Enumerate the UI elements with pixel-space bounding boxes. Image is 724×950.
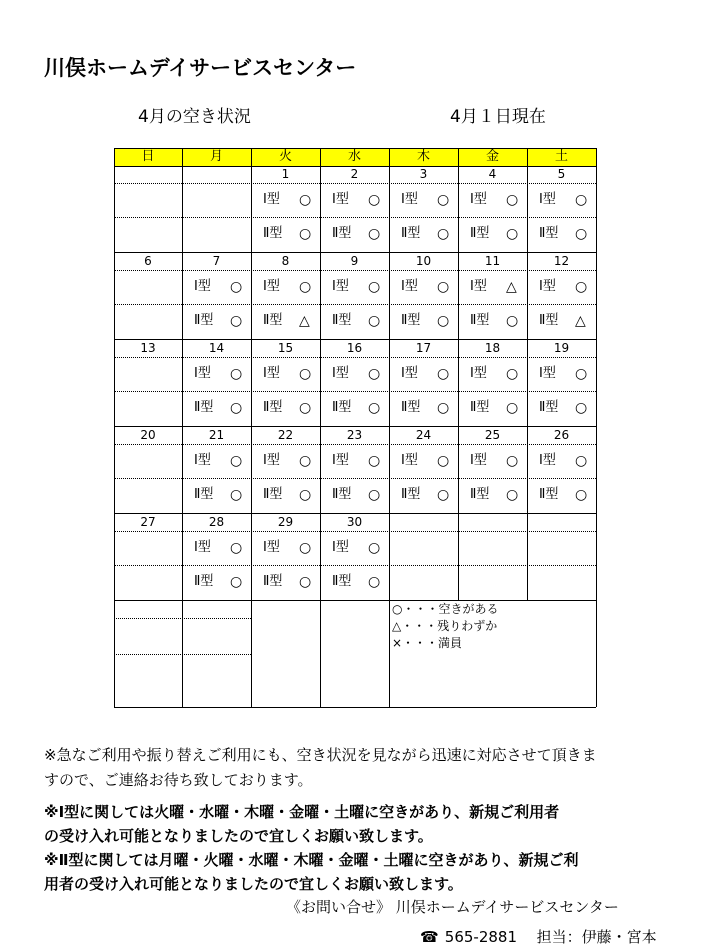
slot-type-label: Ⅱ型 [194,400,214,415]
slot-type-label: Ⅱ型 [263,313,283,328]
availability-mark: ○ [230,313,243,329]
availability-mark: ○ [230,366,243,382]
type1-slot [458,357,527,391]
type2-slot [527,391,596,425]
type2-slot [320,565,389,599]
availability-mark: ○ [368,400,381,416]
day-number: 22 [277,428,294,442]
slot-type-label: Ⅱ型 [194,313,214,328]
slot-type-label: Ⅰ型 [539,192,556,207]
slot-type-label: Ⅱ型 [332,400,352,415]
type1-slot [182,444,251,478]
availability-mark: ○ [230,453,243,469]
grid-line [596,148,597,707]
grid-line [114,600,596,601]
grid-line [114,339,596,340]
type1-slot [320,183,389,217]
type2-slot [251,391,320,425]
day-number: 4 [488,167,497,181]
contact-heading: 《お問い合せ》 川俣ホームデイサービスセンター [286,898,619,916]
legend-item: △・・・残りわずか [392,619,498,633]
calendar-subtitle: 4月の空き状況 [138,107,251,127]
day-number: 12 [553,254,570,268]
availability-mark: △ [575,313,586,329]
grid-line [389,148,390,707]
day-number: 9 [350,254,359,268]
slot-type-label: Ⅱ型 [263,400,283,415]
type1-slot [389,270,458,304]
day-number: 29 [277,515,294,529]
availability-mark: ○ [299,540,312,556]
availability-mark: ○ [299,574,312,590]
availability-mark: ○ [575,226,588,242]
availability-mark: ○ [437,192,450,208]
day-number [458,514,527,531]
availability-mark: ○ [506,400,519,416]
type1-slot [389,357,458,391]
slot-type-label: Ⅰ型 [263,192,280,207]
day-number: 26 [553,428,570,442]
day-number: 10 [415,254,432,268]
day-number: 18 [484,341,501,355]
slot-type-label: Ⅰ型 [194,366,211,381]
availability-mark: ○ [230,487,243,503]
grid-line [114,148,596,149]
grid-line [114,304,596,305]
day-number: 7 [212,254,221,268]
type2-slot [458,304,527,338]
phone-line [420,926,657,947]
availability-mark: ○ [506,226,519,242]
note-line-1: ※急なご利用や振り替えご利用にも、空き状況を見ながら迅速に対応させて頂きま [44,746,597,764]
type1-slot [182,531,251,565]
slot-type-label: Ⅱ型 [539,487,559,502]
availability-mark: ○ [299,487,312,503]
day-number: 8 [281,254,290,268]
note-line-5: ※Ⅱ型に関しては月曜・火曜・水曜・木曜・金曜・土曜に空きがあり、新規ご利 [44,851,579,869]
note-line-4: の受け入れ可能となりましたので宜しくお願い致します。 [44,827,433,845]
availability-mark: ○ [506,313,519,329]
availability-mark: ○ [575,279,588,295]
type1-slot [320,444,389,478]
slot-type-label: Ⅱ型 [332,487,352,502]
slot-type-label: Ⅰ型 [332,540,349,555]
availability-mark: ○ [506,366,519,382]
type2-slot [389,391,458,425]
availability-mark: ○ [575,400,588,416]
grid-line [114,707,596,708]
slot-type-label: Ⅱ型 [194,574,214,589]
weekday-header: 木 [416,149,430,164]
availability-mark: ○ [368,453,381,469]
type2-slot [458,391,527,425]
type2-slot [458,478,527,512]
slot-type-label: Ⅱ型 [263,574,283,589]
day-number: 27 [140,515,156,529]
day-number: 14 [208,341,225,355]
slot-type-label: Ⅰ型 [470,453,487,468]
type1-slot [251,270,320,304]
slot-type-label: Ⅰ型 [401,279,418,294]
day-number: 23 [346,428,363,442]
type1-slot [251,531,320,565]
availability-mark: ○ [368,574,381,590]
slot-type-label: Ⅱ型 [263,226,283,241]
type1-slot [320,357,389,391]
availability-mark: △ [299,313,310,329]
availability-mark: ○ [230,540,243,556]
slot-type-label: Ⅱ型 [401,313,421,328]
availability-calendar [114,148,596,707]
availability-mark: ○ [230,574,243,590]
slot-type-label: Ⅰ型 [263,366,280,381]
day-number: 20 [140,428,156,442]
type2-slot [251,304,320,338]
type1-slot [527,183,596,217]
weekday-header: 土 [554,149,568,164]
slot-type-label: Ⅱ型 [332,574,352,589]
availability-mark: ○ [368,313,381,329]
grid-line [114,444,596,445]
availability-mark: ○ [368,226,381,242]
phone-icon: ☎ [420,928,439,946]
type2-slot [320,217,389,251]
grid-line [320,148,321,707]
day-number: 21 [208,428,225,442]
legend-item: ○・・・空きがある [392,602,499,616]
day-number: 5 [557,167,566,181]
grid-line [114,565,596,566]
slot-type-label: Ⅱ型 [194,487,214,502]
slot-type-label: Ⅰ型 [332,192,349,207]
type2-slot [251,565,320,599]
grid-line [458,148,459,601]
day-number: 30 [346,515,363,529]
as-of-date: 4月１日現在 [450,107,546,127]
slot-type-label: Ⅱ型 [401,400,421,415]
slot-type-label: Ⅰ型 [194,453,211,468]
availability-mark: ○ [368,366,381,382]
legend-item: ×・・・満員 [392,636,463,650]
availability-mark: ○ [230,279,243,295]
day-number [114,166,182,183]
day-number: 15 [277,341,294,355]
day-number: 2 [350,167,359,181]
weekday-header: 金 [485,149,499,164]
slot-type-label: Ⅰ型 [470,279,487,294]
type1-slot [527,270,596,304]
type1-slot [458,270,527,304]
type2-slot [320,391,389,425]
slot-type-label: Ⅰ型 [401,366,418,381]
slot-type-label: Ⅱ型 [539,313,559,328]
grid-line [114,391,596,392]
slot-type-label: Ⅰ型 [194,540,211,555]
slot-type-label: Ⅰ型 [332,279,349,294]
slot-type-label: Ⅱ型 [470,226,490,241]
grid-line [114,531,596,532]
slot-type-label: Ⅰ型 [470,366,487,381]
page-title: 川俣ホームデイサービスセンター [44,56,357,80]
slot-type-label: Ⅱ型 [470,487,490,502]
type2-slot [320,304,389,338]
availability-mark: ○ [437,487,450,503]
slot-type-label: Ⅱ型 [263,487,283,502]
type1-slot [527,357,596,391]
grid-line [114,252,596,253]
slot-type-label: Ⅱ型 [539,400,559,415]
grid-line [182,148,183,707]
availability-mark: ○ [437,313,450,329]
slot-type-label: Ⅰ型 [332,366,349,381]
note-line-2: すので、ご連絡お待ち致しております。 [44,771,313,789]
grid-line [114,513,596,514]
type1-slot [251,183,320,217]
availability-mark: ○ [575,487,588,503]
slot-type-label: Ⅰ型 [401,453,418,468]
slot-type-label: Ⅱ型 [470,313,490,328]
availability-mark: ○ [368,279,381,295]
day-number: 13 [140,341,156,355]
grid-line [114,357,596,358]
type2-slot [527,304,596,338]
availability-mark: ○ [299,192,312,208]
availability-mark: ○ [437,279,450,295]
grid-line [114,183,596,184]
grid-line [114,270,596,271]
grid-line [114,426,596,427]
day-number: 24 [415,428,432,442]
type1-slot [527,444,596,478]
day-number [527,514,596,531]
type1-slot [389,444,458,478]
slot-type-label: Ⅰ型 [470,192,487,207]
type2-slot [389,304,458,338]
day-number [182,166,251,183]
grid-line [527,148,528,601]
slot-type-label: Ⅰ型 [194,279,211,294]
day-number: 28 [208,515,225,529]
availability-mark: ○ [230,400,243,416]
type1-slot [182,357,251,391]
availability-mark: ○ [299,400,312,416]
day-number: 11 [484,254,501,268]
slot-type-label: Ⅰ型 [263,453,280,468]
slot-type-label: Ⅱ型 [332,313,352,328]
availability-mark: ○ [437,226,450,242]
type1-slot [182,270,251,304]
slot-type-label: Ⅰ型 [539,366,556,381]
type2-slot [527,478,596,512]
availability-mark: ○ [575,192,588,208]
type1-slot [320,270,389,304]
weekday-header: 水 [347,149,361,164]
grid-line [114,166,596,167]
slot-type-label: Ⅱ型 [470,400,490,415]
grid-line [114,148,115,707]
availability-mark: ○ [506,453,519,469]
day-number: 19 [553,341,570,355]
type2-slot [389,217,458,251]
weekday-header: 月 [209,149,223,164]
availability-mark: △ [506,279,517,295]
slot-type-label: Ⅰ型 [401,192,418,207]
slot-type-label: Ⅰ型 [263,540,280,555]
type2-slot [182,304,251,338]
type1-slot [251,444,320,478]
staff-names: 担当：伊藤・宮本 [536,928,657,946]
type2-slot [182,478,251,512]
type2-slot [251,478,320,512]
slot-type-label: Ⅰ型 [263,279,280,294]
type2-slot [182,391,251,425]
grid-line [114,217,596,218]
availability-mark: ○ [368,487,381,503]
slot-type-label: Ⅰ型 [332,453,349,468]
availability-mark: ○ [368,540,381,556]
note-line-3: ※Ⅰ型に関しては火曜・水曜・木曜・金曜・土曜に空きがあり、新規ご利用者 [44,803,560,821]
type1-slot [458,444,527,478]
availability-mark: ○ [299,226,312,242]
availability-mark: ○ [299,453,312,469]
type1-slot [320,531,389,565]
type1-slot [389,183,458,217]
slot-type-label: Ⅱ型 [332,226,352,241]
weekday-header: 日 [141,149,155,164]
type2-slot [527,217,596,251]
grid-line [114,478,596,479]
type2-slot [182,565,251,599]
type1-slot [251,357,320,391]
grid-line [251,148,252,707]
phone-number: 565-2881 [444,928,517,946]
type1-slot [458,183,527,217]
day-number: 6 [144,254,152,268]
note-line-6: 用者の受け入れ可能となりましたので宜しくお願い致します。 [44,875,463,893]
availability-mark: ○ [575,453,588,469]
day-number: 17 [415,341,432,355]
slot-type-label: Ⅱ型 [401,226,421,241]
availability-mark: ○ [299,366,312,382]
slot-type-label: Ⅱ型 [401,487,421,502]
day-number [389,514,458,531]
day-number: 3 [419,167,428,181]
availability-mark: ○ [437,400,450,416]
availability-mark: ○ [506,192,519,208]
type2-slot [320,478,389,512]
availability-mark: ○ [299,279,312,295]
availability-mark: ○ [437,453,450,469]
day-number: 16 [346,341,363,355]
availability-mark: ○ [506,487,519,503]
type2-slot [389,478,458,512]
slot-type-label: Ⅰ型 [539,453,556,468]
availability-mark: ○ [368,192,381,208]
availability-mark: ○ [575,366,588,382]
availability-mark: ○ [437,366,450,382]
type2-slot [458,217,527,251]
weekday-header: 火 [278,149,292,164]
type2-slot [251,217,320,251]
day-number: 1 [281,167,290,181]
day-number: 25 [484,428,501,442]
slot-type-label: Ⅰ型 [539,279,556,294]
slot-type-label: Ⅱ型 [539,226,559,241]
